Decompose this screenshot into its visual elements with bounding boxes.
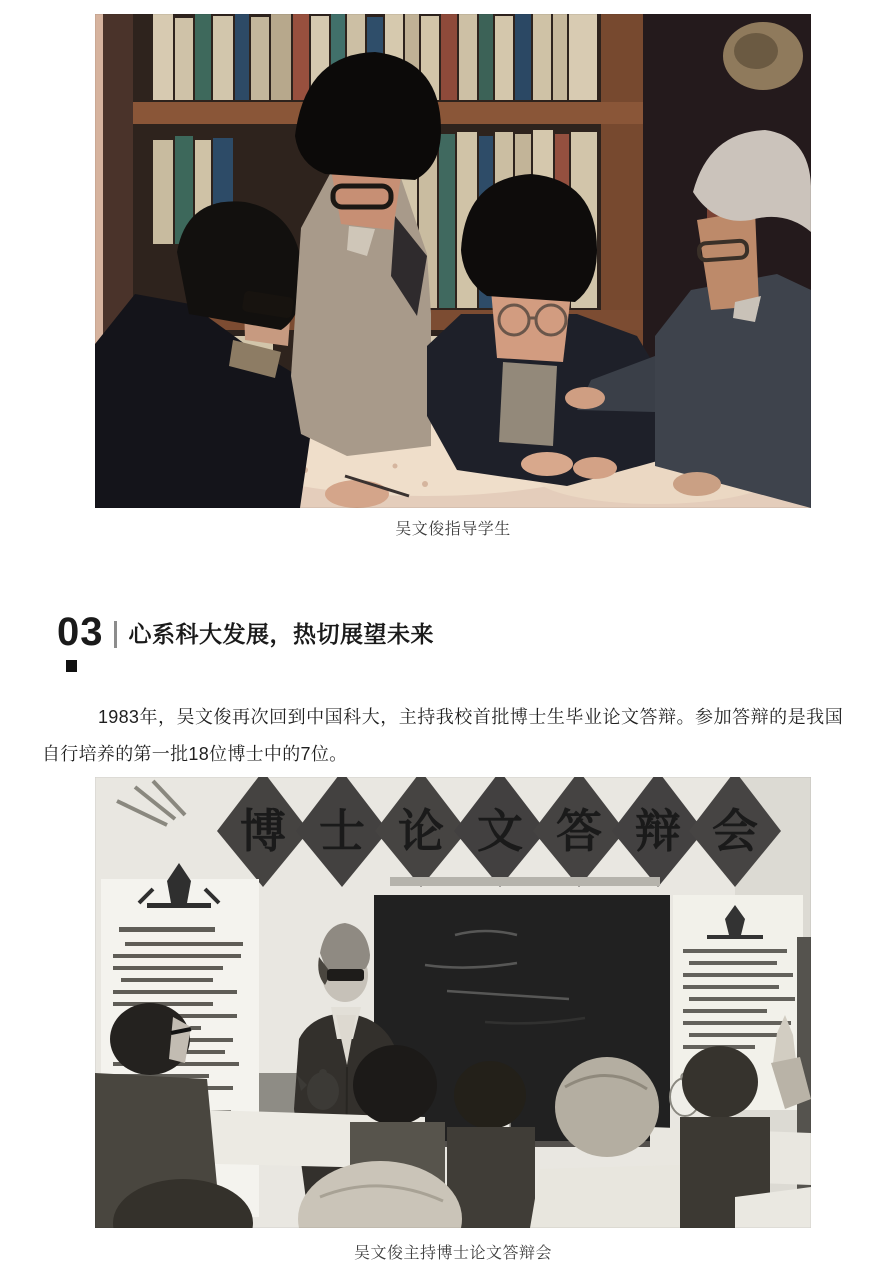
photo1-illustration: [95, 14, 811, 508]
banner-char-1: 博: [240, 805, 286, 857]
board-molding: [390, 877, 660, 886]
section-number: 03: [57, 610, 104, 654]
photo1-caption: 吴文俊指导学生: [395, 521, 511, 538]
photo2-illustration: [95, 777, 811, 1228]
section-heading: [57, 612, 434, 652]
section-divider-bar: [114, 621, 117, 648]
banner-char-6: 辩: [635, 805, 681, 857]
photo-wu-guiding-students[interactable]: [95, 14, 811, 508]
figure-student-standing: [291, 52, 441, 456]
photo-doctoral-defense[interactable]: [95, 777, 811, 1228]
section-bullet-square: [66, 660, 77, 672]
lamp-inner: [734, 33, 778, 69]
section-title: 心系科大发展，热切展望未来: [128, 621, 434, 648]
photo2-caption: 吴文俊主持博士论文答辩会: [353, 1245, 552, 1262]
banner-char-4: 文: [477, 805, 523, 857]
body-paragraph: 1983年，吴文俊再次回到中国科大，主持我校首批博士生毕业论文答辩。参加答辩的是我国自行培养的第一批18位博士中的7位。: [42, 707, 843, 764]
banner-char-5: 答: [556, 805, 602, 857]
banner-char-3: 论: [398, 805, 444, 857]
banner-char-2: 士: [319, 805, 365, 857]
banner-char-7: 会: [712, 805, 758, 857]
